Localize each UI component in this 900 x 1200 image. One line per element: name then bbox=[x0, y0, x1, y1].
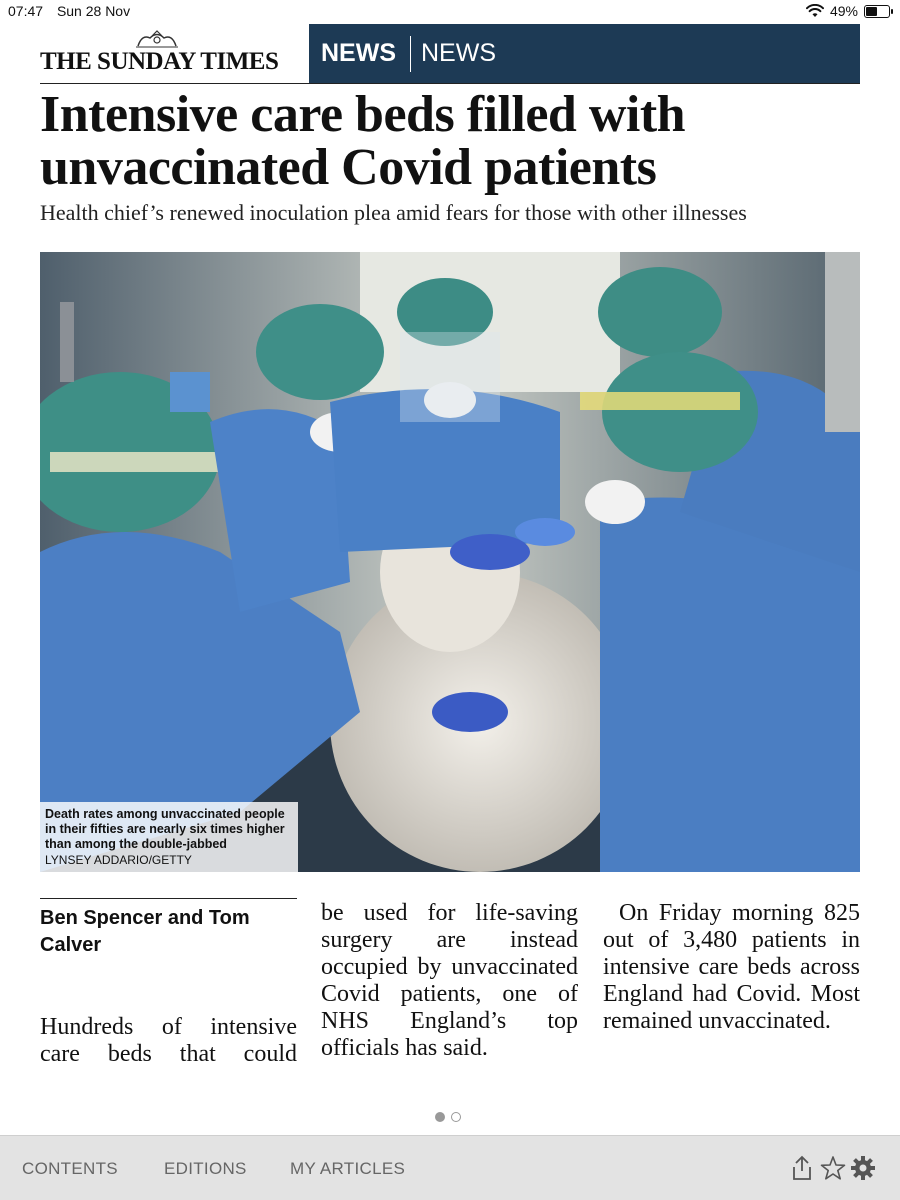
photo-illustration bbox=[40, 252, 860, 872]
battery-fill bbox=[866, 7, 877, 16]
article-photo[interactable] bbox=[40, 252, 860, 872]
headline: Intensive care beds filled with unvaccinated Covid patients bbox=[40, 86, 686, 196]
logo[interactable] bbox=[40, 30, 280, 74]
section-divider bbox=[410, 36, 411, 72]
photo-caption bbox=[40, 802, 298, 872]
byline: Ben Spencer and Tom Calver bbox=[40, 907, 250, 956]
article-column-3: On Friday morning 825 out of 3,480 patients in intensive care beds across England had Covid. Most remained unvaccinated. bbox=[603, 900, 860, 1034]
status-time: 07:47 bbox=[8, 3, 44, 19]
body-paragraph: Hundreds of intensive care beds that could bbox=[40, 1014, 297, 1067]
section-secondary[interactable]: NEWS bbox=[421, 39, 496, 67]
gear-icon[interactable] bbox=[850, 1155, 876, 1181]
battery-icon bbox=[864, 5, 890, 18]
section-primary[interactable]: NEWS bbox=[321, 39, 396, 67]
share-icon[interactable] bbox=[790, 1155, 814, 1181]
tab-editions[interactable]: EDITIONS bbox=[164, 1159, 247, 1178]
article-column-2: be used for life-saving surgery are instead occupied by unvaccinated Covid patients, one of NHS England’s top officials has said. bbox=[321, 900, 578, 1061]
wifi-icon bbox=[806, 4, 824, 18]
photo-credit: LYNSEY ADDARIO/GETTY bbox=[45, 853, 192, 867]
masthead bbox=[40, 24, 860, 84]
article-column-1 bbox=[40, 898, 297, 1068]
bottom-toolbar bbox=[0, 1135, 900, 1200]
star-icon[interactable] bbox=[820, 1155, 846, 1181]
tab-contents[interactable]: CONTENTS bbox=[22, 1159, 118, 1178]
page-dot[interactable] bbox=[451, 1112, 461, 1122]
section-header bbox=[309, 24, 860, 83]
status-date: Sun 28 Nov bbox=[56, 3, 131, 19]
logo-text: THE SUNDAY TIMES bbox=[40, 48, 279, 75]
caption-text: Death rates among unvaccinated people in their fifties are nearly six times higher than among the double-jabbed bbox=[45, 807, 285, 851]
crest-icon bbox=[134, 30, 180, 48]
page-dot[interactable] bbox=[435, 1112, 445, 1122]
status-bar bbox=[0, 0, 900, 22]
standfirst: Health chief’s renewed inoculation plea amid fears for those with other illnesses bbox=[40, 200, 747, 225]
battery-percent: 49% bbox=[829, 3, 858, 19]
tab-my-articles[interactable]: MY ARTICLES bbox=[290, 1159, 406, 1178]
page-indicator[interactable] bbox=[435, 1112, 461, 1122]
